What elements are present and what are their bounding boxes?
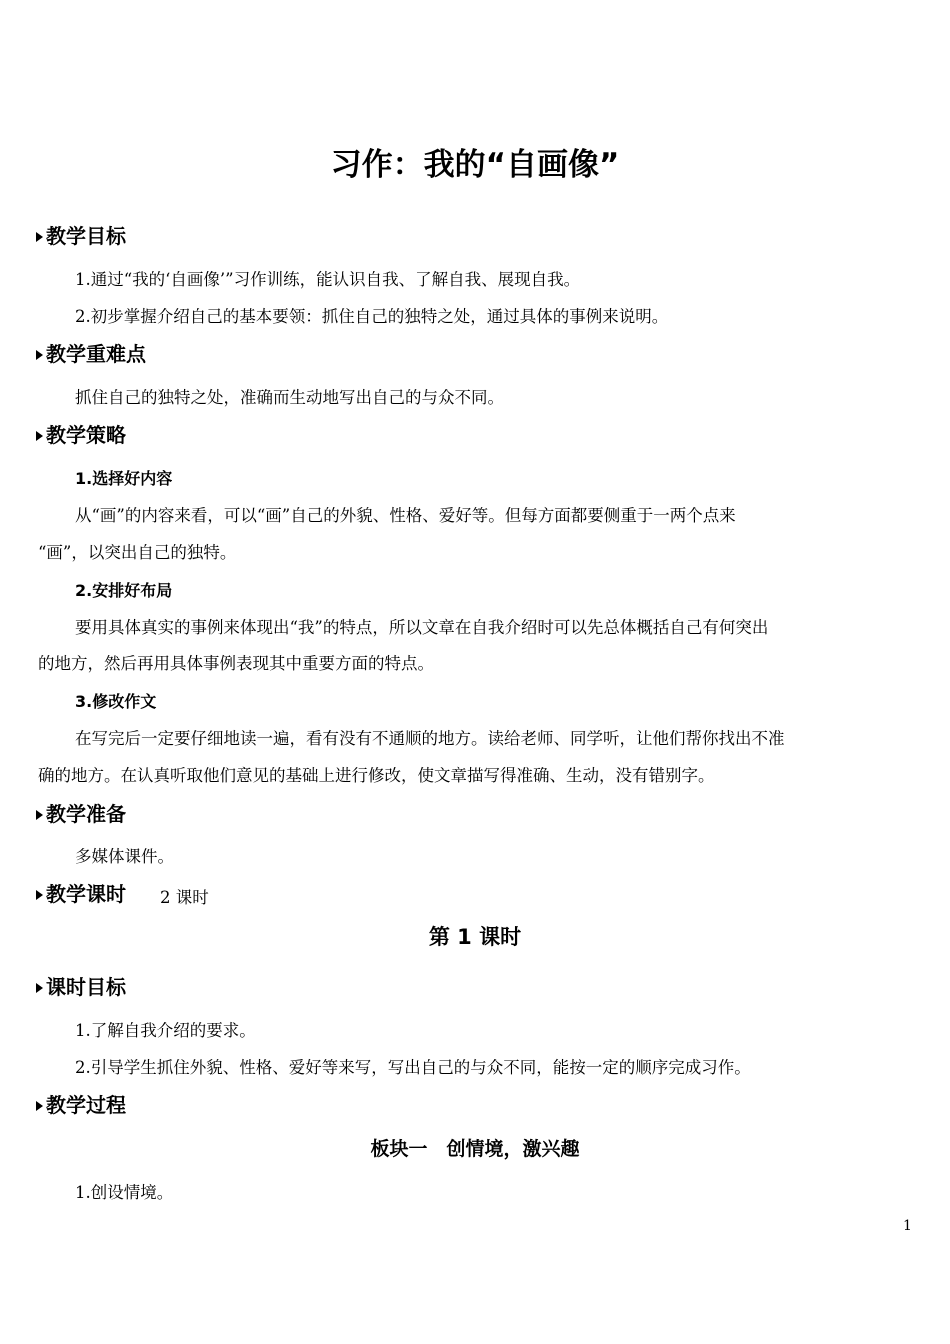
triangle-bullet-icon <box>36 1101 43 1111</box>
triangle-bullet-icon <box>36 810 43 820</box>
preparation-text: 多媒体课件。 <box>75 847 174 866</box>
section-heading-label: 教学课时 <box>46 882 126 906</box>
triangle-bullet-icon <box>36 232 43 242</box>
section-heading-strategy <box>36 421 126 449</box>
section-heading-process <box>36 1091 126 1119</box>
section-heading-hours <box>36 880 126 908</box>
strategy-subheading: 2.安排好布局 <box>75 581 173 600</box>
goal-item: 1.通过“我的‘自画像’”习作训练，能认识自我、了解自我、展现自我。 <box>75 270 581 289</box>
document-title: 习作：我的“自画像” <box>330 147 620 183</box>
strategy-subheading: 1.选择好内容 <box>75 469 173 488</box>
lesson-goal-item: 2.引导学生抓住外貌、性格、爱好等来写，写出自己的与众不同，能按一定的顺序完成习作。 <box>75 1058 751 1077</box>
triangle-bullet-icon <box>36 350 43 360</box>
block-title: 板块一 创情境，激兴趣 <box>370 1138 580 1160</box>
section-heading-label: 教学准备 <box>46 802 126 826</box>
section-heading-key-points <box>36 340 146 368</box>
strategy-subheading: 3.修改作文 <box>75 692 157 711</box>
key-points-text: 抓住自己的独特之处，准确而生动地写出自己的与众不同。 <box>75 388 504 407</box>
hours-value: 2 课时 <box>160 888 209 907</box>
lesson-title: 第 1 课时 <box>428 925 522 949</box>
triangle-bullet-icon <box>36 431 43 441</box>
strategy-paragraph-line: 的地方，然后再用具体事例表现其中重要方面的特点。 <box>38 654 434 673</box>
triangle-bullet-icon <box>36 983 43 993</box>
section-heading-goals <box>36 222 126 250</box>
page-number: 1 <box>903 1218 912 1234</box>
strategy-paragraph-line: 确的地方。在认真听取他们意见的基础上进行修改，使文章描写得准确、生动，没有错别字。 <box>38 766 715 785</box>
triangle-bullet-icon <box>36 890 43 900</box>
goal-item: 2.初步掌握介绍自己的基本要领：抓住自己的独特之处，通过具体的事例来说明。 <box>75 307 669 326</box>
section-heading-label: 教学重难点 <box>46 342 146 366</box>
section-heading-label: 教学策略 <box>46 423 126 447</box>
section-heading-lesson-goals <box>36 973 126 1001</box>
strategy-paragraph-line: 从“画”的内容来看，可以“画”自己的外貌、性格、爱好等。但每方面都要侧重于一两个点来 <box>75 506 736 525</box>
section-heading-label: 课时目标 <box>46 975 126 999</box>
section-heading-label: 教学目标 <box>46 224 126 248</box>
section-heading-preparation <box>36 800 126 828</box>
strategy-paragraph-line: 在写完后一定要仔细地读一遍，看有没有不通顺的地方。读给老师、同学听，让他们帮你找出不准 <box>75 729 785 748</box>
strategy-paragraph-line: “画”，以突出自己的独特。 <box>38 543 237 562</box>
strategy-paragraph-line: 要用具体真实的事例来体现出“我”的特点，所以文章在自我介绍时可以先总体概括自己有何突出 <box>75 618 769 637</box>
process-step: 1.创设情境。 <box>75 1183 174 1202</box>
lesson-goal-item: 1.了解自我介绍的要求。 <box>75 1021 256 1040</box>
section-heading-label: 教学过程 <box>46 1093 126 1117</box>
